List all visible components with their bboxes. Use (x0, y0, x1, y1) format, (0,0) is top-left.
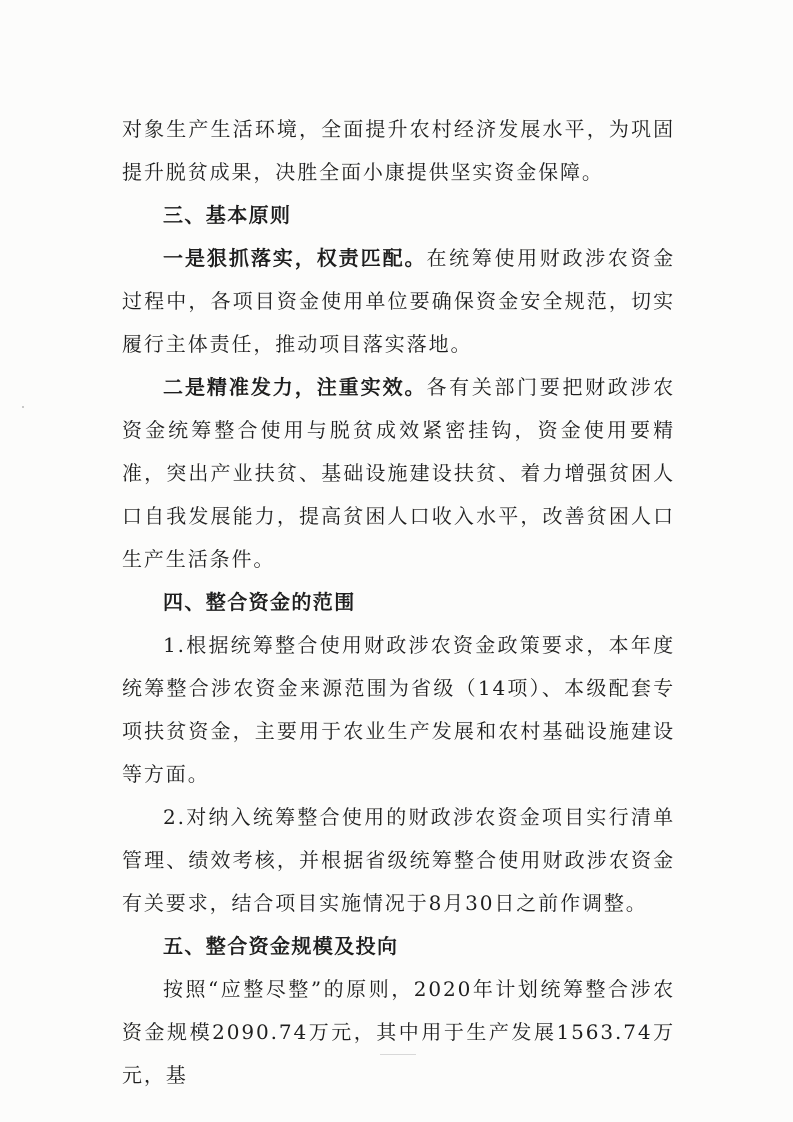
section-5-heading: 五、整合资金规模及投向 (163, 934, 399, 958)
principle-1-body: 在统筹使用财政涉农资金过程中，各项目资金使用单位要确保资金安全规范，切实履行主体责任，推动项目落实落地。 (122, 246, 676, 356)
footer-mark (380, 1054, 416, 1055)
principle-2-body: 各有关部门要把财政涉农资金统筹整合使用与脱贫成效紧密挂钩，资金使用要精准，突出产业扶贫、基础设施建设扶贫、着力增强贫困人口自我发展能力，提高贫困人口收入水平，改善贫困人口生产生活条件。 (122, 375, 676, 571)
intro-continuation: 对象生产生活环境，全面提升农村经济发展水平，为巩固提升脱贫成果，决胜全面小康提供坚实资金保障。 (122, 117, 675, 184)
document-body (122, 108, 675, 1097)
section-4-item-1: 1.根据统筹整合使用财政涉农资金政策要求，本年度统筹整合涉农资金来源范围为省级（14项）、本级配套专项扶贫资金，主要用于农业生产发展和农村基础设施建设等方面。 (122, 633, 675, 786)
principle-2-lead: 二是精准发力，注重实效。 (163, 375, 427, 399)
principle-1-paragraph (122, 237, 675, 366)
section-5-paragraph: 按照“应整尽整”的原则，2020年计划统筹整合涉农资金规模2090.74万元，其中用于生产发展1563.74万元，基 (122, 977, 675, 1087)
section-4-item-2: 2.对纳入统筹整合使用的财政涉农资金项目实行清单管理、绩效考核，并根据省级统筹整合使用财政涉农资金有关要求，结合项目实施情况于8月30日之前作调整。 (122, 805, 675, 915)
scan-dot (22, 406, 24, 408)
section-3-heading: 三、基本原则 (163, 203, 292, 227)
section-4-heading: 四、整合资金的范围 (163, 590, 356, 614)
principle-2-paragraph (122, 366, 675, 581)
principle-1-lead: 一是狠抓落实，权责匹配。 (163, 246, 427, 270)
